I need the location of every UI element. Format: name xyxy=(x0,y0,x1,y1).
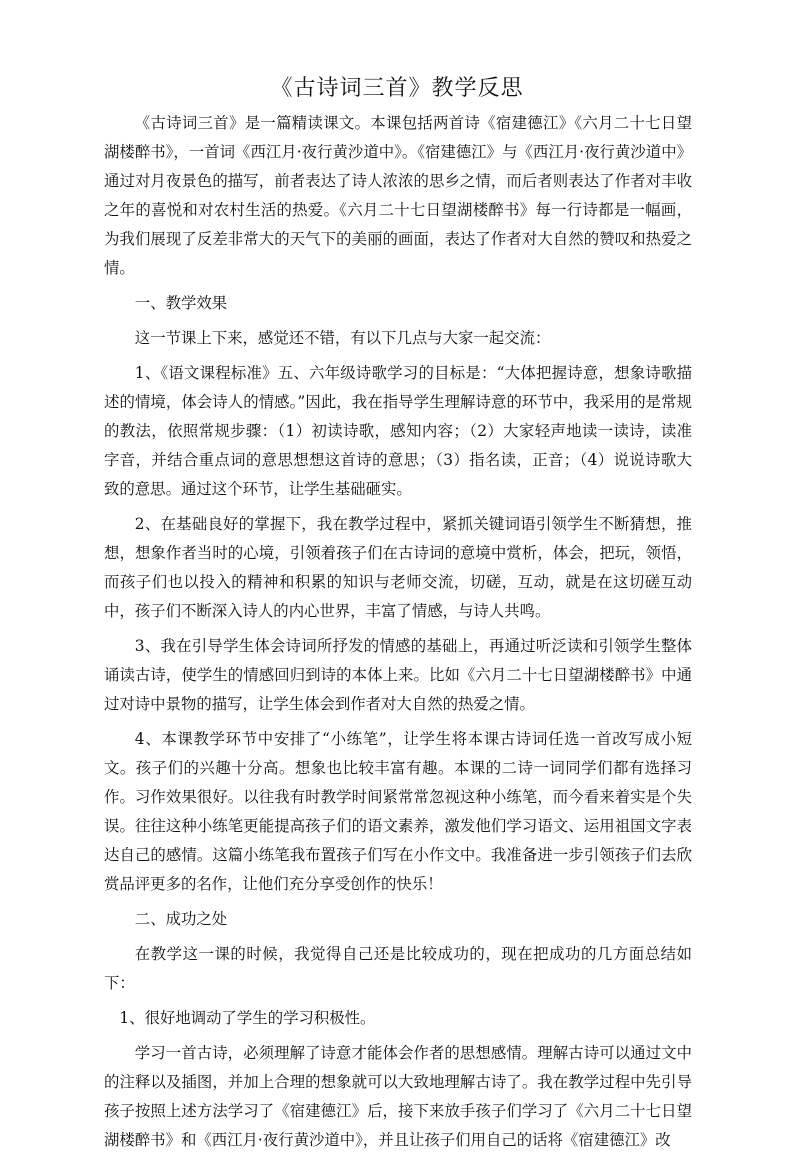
section-heading-teaching-effect: 一、教学效果 xyxy=(134,294,228,312)
document-body xyxy=(104,109,692,1155)
paragraph-success-summary: 在教学这一课的时候，我觉得自己还是比较成功的，现在把成功的几方面总结如下： xyxy=(104,945,692,992)
paragraph-point-3: 3、我在引导学生体会诗词所抒发的情感的基础上，再通过听泛读和引领学生整体诵读古诗，使学生的情感回归到诗的本体上来。比如《六月二十七日望湖楼醉书》中通过对诗中景物的描写，让学生体会到作者对大自然的热爱之情。 xyxy=(104,637,692,713)
section-heading-success: 二、成功之处 xyxy=(134,910,228,928)
intro-paragraph: 《古诗词三首》是一篇精读课文。本课包括两首诗《宿建德江》《六月二十七日望湖楼醉书》，一首词《西江月·夜行黄沙道中》。《宿建德江》与《西江月·夜行黄沙道中》通过对月夜景色的描写，前者表达了诗人浓浓的思乡之情，而后者则表达了作者对丰收之年的喜悦和对农村生活的热爱。《六月二十七日望湖楼醉书》每一行诗都是一幅画，为我们展现了反差非常大的天气下的美丽的画面，表达了作者对大自然的赞叹和热爱之情。 xyxy=(104,114,692,277)
paragraph-success-detail: 学习一首古诗，必须理解了诗意才能体会作者的思想感情。理解古诗可以通过文中的注释以及插图，并加上合理的想象就可以大致地理解古诗了。我在教学过程中先引导孩子按照上述方法学习了《宿建德江》后，接下来放手孩子们学习了《六月二十七日望湖楼醉书》和《西江月·夜行黄沙道中》，并且让孩子们用自己的话将《宿建德江》改 xyxy=(104,1044,692,1149)
paragraph-point-2: 2、在基础良好的掌握下，我在教学过程中，紧抓关键词语引领学生不断猜想，推想，想象作者当时的心境，引领着孩子们在古诗词的意境中赏析，体会，把玩，领悟，而孩子们也以投入的精神和积累的知识与老师交流，切磋，互动，就是在这切磋互动中，孩子们不断深入诗人的内心世界，丰富了情感，与诗人共鸣。 xyxy=(104,515,692,620)
page-title: 《古诗词三首》教学反思 xyxy=(270,76,524,101)
subheading-success-1: 1、很好地调动了学生的学习积极性。 xyxy=(119,1009,376,1027)
paragraph-point-4: 4、本课教学环节中安排了“小练笔”，让学生将本课古诗词任选一首改写成小短文。孩子们的兴趣十分高。想象也比较丰富有趣。本课的二诗一词同学们都有选择习作。习作效果很好。以往我有时教学时间紧常常忽视这种小练笔，而今看来着实是个失误。往往这种小练笔更能提高孩子们的语文素养，激发他们学习语文、运用祖国文字表达自己的感情。这篇小练笔我布置孩子们写在小作文中。我准备进一步引领孩子们去欣赏品评更多的名作，让他们充分享受创作的快乐！ xyxy=(104,730,692,893)
paragraph-point-1: 1、《语文课程标准》五、六年级诗歌学习的目标是：“大体把握诗意，想象诗歌描述的情境，体会诗人的情感。”因此，我在指导学生理解诗意的环节中，我采用的是常规的教法，依照常规步骤：（1）初读诗歌，感知内容；（2）大家轻声地读一读诗，读准字音，并结合重点词的意思想想这首诗的意思；（3）指名读，正音；（4）说说诗歌大致的意思。通过这个环节，让学生基础砸实。 xyxy=(104,364,692,498)
paragraph-overview: 这一节课上下来，感觉还不错，有以下几点与大家一起交流： xyxy=(134,329,551,347)
